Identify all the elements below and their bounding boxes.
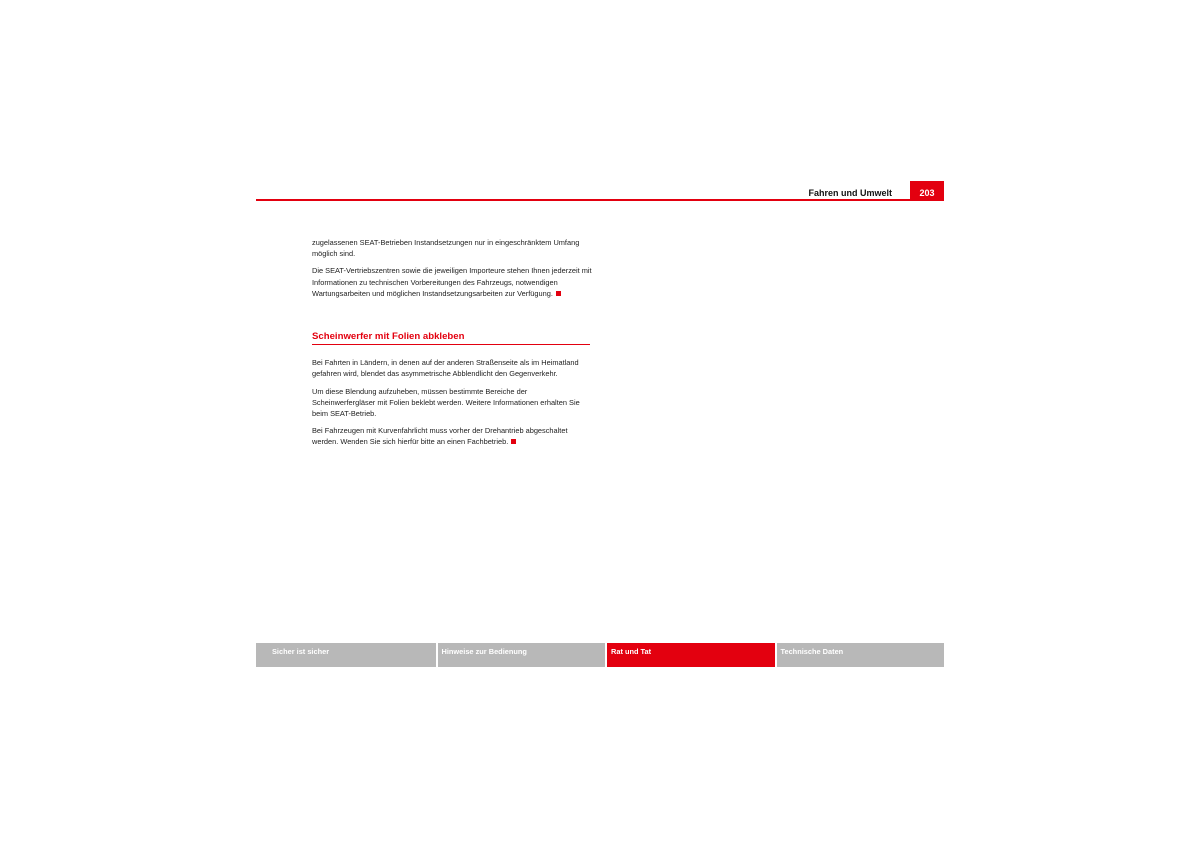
paragraph: Bei Fahrten in Ländern, in denen auf der anderen Straßenseite als im Heimatland gefahren wird, blendet das asymmetrische Abblendlicht den Gegenverkehr. <box>312 358 579 379</box>
text-column <box>312 237 592 454</box>
tab-rat-und-tat[interactable]: Rat und Tat <box>607 643 775 667</box>
paragraph: Bei Fahrzeugen mit Kurvenfahrlicht muss vorher der Drehantrieb abgeschaltet werden. Wenden Sie sich hierfür bitte an einen Fachbetrieb. <box>312 426 568 447</box>
tab-sicher-ist-sicher[interactable]: Sicher ist sicher <box>256 643 436 667</box>
paragraph: Die SEAT-Vertriebszentren sowie die jeweiligen Importeure stehen Ihnen jederzeit mit Informationen zu technischen Vorbereitungen des Fahrzeugs, notwendigen Wartungsarbeiten und möglichen Instandsetzungsarbeiten zur Verfügung. <box>312 266 592 298</box>
tab-technische-daten[interactable]: Technische Daten <box>777 643 945 667</box>
section-heading: Scheinwerfer mit Folien abkleben <box>312 331 590 345</box>
footer-navigation <box>256 643 944 667</box>
section-end-icon <box>556 291 561 296</box>
paragraph: zugelassenen SEAT-Betrieben Instandsetzungen nur in eingeschränktem Umfang möglich sind. <box>312 238 580 259</box>
paragraph: Um diese Blendung aufzuheben, müssen bestimmte Bereiche der Scheinwerfergläser mit Folien beklebt werden. Weitere Informationen erhalten Sie beim SEAT-Betrieb. <box>312 386 580 419</box>
page-number-badge: 203 <box>910 181 944 200</box>
tab-hinweise-zur-bedienung[interactable]: Hinweise zur Bedienung <box>438 643 606 667</box>
header-rule <box>256 199 944 201</box>
section-end-icon <box>511 439 516 444</box>
chapter-title: Fahren und Umwelt <box>808 188 892 198</box>
